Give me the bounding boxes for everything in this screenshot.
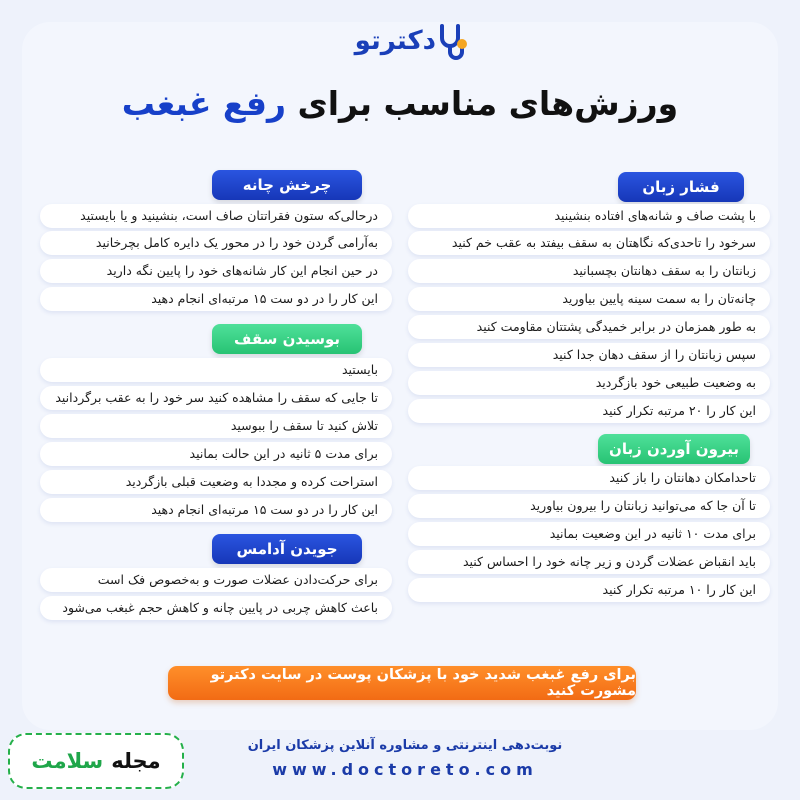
list-item: تلاش کنید تا سقف را ببوسید (40, 414, 392, 438)
section-title-chewing-gum: جویدن آدامس (212, 534, 362, 564)
health-magazine-badge (8, 733, 184, 789)
title-accent: رفع غبغب (121, 84, 286, 123)
footer-tagline: نوبت‌دهی اینترنتی و مشاوره آنلاین پزشکان ایران (247, 738, 563, 753)
list-item: برای مدت ۵ ثانیه در این حالت بمانید (40, 442, 392, 466)
section-title-tongue-press: فشار زبان (618, 172, 744, 202)
list-item: زبانتان را به سقف دهانتان بچسبانید (408, 259, 770, 283)
list-item: تاحدامکان دهانتان را باز کنید (408, 466, 770, 490)
badge-word-magazine: مجله (111, 749, 161, 773)
logo-text: دکترتو (354, 26, 436, 56)
list-item: باعث کاهش چربی در پایین چانه و کاهش حجم غبغب می‌شود (40, 596, 392, 620)
list-item: به طور همزمان در برابر خمیدگی پشتتان مقاومت کنید (408, 315, 770, 339)
list-item: چانه‌تان را به سمت سینه پایین بیاورید (408, 287, 770, 311)
list-item: باید انقباض عضلات گردن و زیر چانه خود را احساس کنید (408, 550, 770, 574)
list-item: به وضعیت طبیعی خود بازگردید (408, 371, 770, 395)
list-item: تا جایی که سقف را مشاهده کنید سر خود را به عقب برگردانید (40, 386, 392, 410)
section-title-ceiling-kiss: بوسیدن سقف (212, 324, 362, 354)
list-item: با پشت صاف و شانه‌های افتاده بنشینید (408, 204, 770, 228)
badge-word-health: سلامت (31, 749, 104, 773)
list-item: این کار را در دو ست ۱۵ مرتبه‌ای انجام دهید (40, 498, 392, 522)
list-item: استراحت کرده و مجددا به وضعیت قبلی بازگردید (40, 470, 392, 494)
title-prefix: ورزش‌های مناسب برای (297, 84, 679, 123)
list-item: این کار را ۱۰ مرتبه تکرار کنید (408, 578, 770, 602)
section-title-tongue-out: بیرون آوردن زبان (598, 434, 750, 464)
list-item: برای حرکت‌دادن عضلات صورت و به‌خصوص فک است (40, 568, 392, 592)
list-item: سپس زبانتان را از سقف دهان جدا کنید (408, 343, 770, 367)
list-item: در حین انجام این کار شانه‌های خود را پایین نگه دارید (40, 259, 392, 283)
list-item: به‌آرامی گردن خود را در محور یک دایره کامل بچرخانید (40, 231, 392, 255)
footer-url-link[interactable]: www.doctoreto.com (272, 760, 538, 779)
section-title-chin-rotation: چرخش چانه (212, 170, 362, 200)
list-item: تا آن جا که می‌توانید زبانتان را بیرون بیاورید (408, 494, 770, 518)
list-item: این کار را ۲۰ مرتبه تکرار کنید (408, 399, 770, 423)
list-item: بایستید (40, 358, 392, 382)
list-item: برای مدت ۱۰ ثانیه در این وضعیت بمانید (408, 522, 770, 546)
list-item: این کار را در دو ست ۱۵ مرتبه‌ای انجام دهید (40, 287, 392, 311)
consult-cta-banner[interactable]: برای رفع غبغب شدید خود با پزشکان پوست در سایت دکترتو مشورت کنید (168, 666, 636, 700)
list-item: درحالی‌که ستون فقراتتان صاف است، بنشینید و یا بایستید (40, 204, 392, 228)
list-item: سرخود را تاحدی‌که نگاهتان به سقف بیفتد به عقب خم کنید (408, 231, 770, 255)
